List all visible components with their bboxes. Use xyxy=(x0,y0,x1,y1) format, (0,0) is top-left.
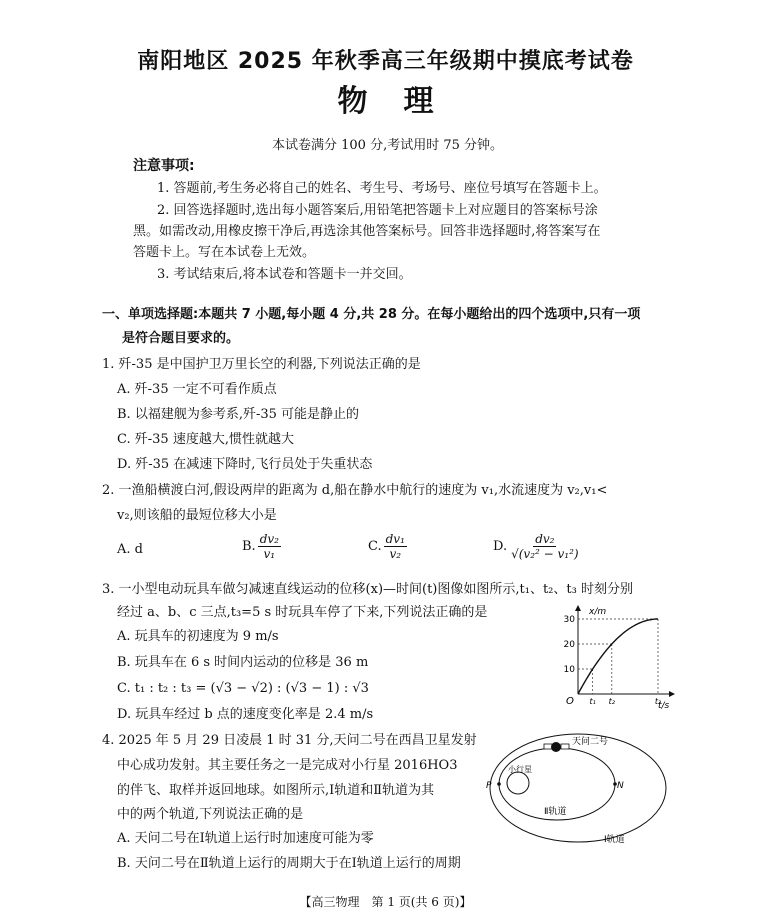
orbit-1-label: Ⅰ轨道 xyxy=(604,835,625,845)
orbit-2-label: Ⅱ轨道 xyxy=(544,807,567,817)
q2-option-b-denominator: v₁ xyxy=(263,547,276,561)
exam-title: 南阳地区 2025 年秋季高三年级期中摸底考试卷 xyxy=(137,49,634,74)
y-tick-20: 20 xyxy=(563,640,575,650)
q2-option-b-fraction xyxy=(258,532,281,561)
note-3: 3. 考试结束后,将本试卷和答题卡一并交回。 xyxy=(157,267,412,282)
q2-option-d xyxy=(493,532,581,561)
subject-title: 物理 xyxy=(337,84,470,119)
y-axis-label: x/m xyxy=(589,607,607,617)
y-tick-30: 30 xyxy=(563,615,575,625)
q3-option-a: A. 玩具车的初速度为 9 m/s xyxy=(117,629,279,644)
section-heading: 一、单项选择题:本题共 7 小题,每小题 4 分,共 28 分。在每小题给出的四个选项中,只有一项 xyxy=(102,307,641,322)
note-1: 1. 答题前,考生务必将自己的姓名、考生号、考场号、座位号填写在答题卡上。 xyxy=(157,181,607,196)
xt-curve xyxy=(578,619,658,694)
orbit-diagram xyxy=(486,728,670,852)
q3-option-c: C. t₁ : t₂ : t₃ = (√3 − √2) : (√3 − 1) : √3 xyxy=(117,681,369,696)
point-p-label: P xyxy=(486,781,492,791)
q1-option-d: D. 歼-35 在减速下降时,飞行员处于失重状态 xyxy=(117,457,373,472)
x-tick-t1: t₁ xyxy=(589,697,596,706)
x-tick-t3: t₃ xyxy=(654,697,662,706)
section-heading-cont: 是符合题目要求的。 xyxy=(122,331,240,346)
q2-option-c-denominator: v₂ xyxy=(389,547,402,561)
probe-label: 天问二号 xyxy=(572,737,609,747)
q4-option-b: B. 天问二号在Ⅱ轨道上运行的周期大于在Ⅰ轨道上运行的周期 xyxy=(117,856,461,871)
reference-lines xyxy=(578,619,658,694)
q1-option-a: A. 歼-35 一定不可看作质点 xyxy=(117,382,277,397)
q4-option-a: A. 天问二号在Ⅰ轨道上运行时加速度可能为零 xyxy=(117,831,374,846)
q4-stem-cont-2: 的伴飞、取样并返回地球。如图所示,Ⅰ轨道和Ⅱ轨道为其 xyxy=(117,783,435,798)
q4-stem-cont-1: 中心成功发射。其主要任务之一是完成对小行星 2016HO3 xyxy=(117,758,458,773)
point-p-marker xyxy=(497,782,501,786)
q2-option-d-numerator: dv₂ xyxy=(535,532,555,546)
x-tick-t2: t₂ xyxy=(608,697,615,706)
q2-option-d-denominator: √(v₂² − v₁²) xyxy=(511,547,579,561)
q3-option-b: B. 玩具车在 6 s 时间内运动的位移是 36 m xyxy=(117,655,369,670)
point-n-label: N xyxy=(617,781,624,791)
origin-label: O xyxy=(566,696,574,707)
note-2-cont: 黑。如需改动,用橡皮擦干净后,再选涂其他答案标号。回答非选择题时,将答案写在 xyxy=(133,224,601,239)
q3-stem: 3. 一小型电动玩具车做匀减速直线运动的位移(x)—时间(t)图像如图所示,t₁、t₂、t₃ 时刻分别 xyxy=(102,582,633,597)
q1-option-c: C. 歼-35 速度越大,惯性就越大 xyxy=(117,432,294,447)
note-2: 2. 回答选择题时,选出每小题答案后,用铅笔把答题卡上对应题目的答案标号涂 xyxy=(157,203,598,218)
q2-option-b-label: B. xyxy=(242,539,256,554)
probe-icon xyxy=(544,742,569,752)
score-line: 本试卷满分 100 分,考试用时 75 分钟。 xyxy=(272,138,504,153)
q2-option-d-fraction xyxy=(509,532,581,561)
q2-option-c-fraction xyxy=(384,532,407,561)
q4-stem: 4. 2025 年 5 月 29 日凌晨 1 时 31 分,天问二号在西昌卫星发射 xyxy=(102,733,477,748)
page-footer: 【高三物理 第 1 页(共 6 页)】 xyxy=(299,895,472,909)
q2-option-c-label: C. xyxy=(368,539,382,554)
q2-option-c-numerator: dv₁ xyxy=(385,532,405,546)
notice-title: 注意事项: xyxy=(133,158,195,174)
q2-option-b-numerator: dv₂ xyxy=(259,532,279,546)
q2-stem: 2. 一渔船横渡白河,假设两岸的距离为 d,船在静水中航行的速度为 v₁,水流速度为 v₂,v₁< xyxy=(102,483,608,498)
q1-stem: 1. 歼-35 是中国护卫万里长空的利器,下列说法正确的是 xyxy=(102,357,421,372)
note-2-end: 答题卡上。写在本试卷上无效。 xyxy=(133,245,316,260)
q2-option-c xyxy=(368,532,407,561)
y-tick-10: 10 xyxy=(563,665,575,675)
x-axis-label: t/s xyxy=(658,701,670,710)
asteroid xyxy=(507,772,529,794)
q2-option-b xyxy=(242,532,281,561)
xt-graph xyxy=(560,600,680,710)
q2-stem-cont: v₂,则该船的最短位移大小是 xyxy=(117,508,277,523)
q2-option-a: A. d xyxy=(117,542,143,557)
q1-option-b: B. 以福建舰为参考系,歼-35 可能是静止的 xyxy=(117,407,360,422)
q2-option-d-label: D. xyxy=(493,539,508,554)
q3-stem-cont: 经过 a、b、c 三点,t₃=5 s 时玩具车停了下来,下列说法正确的是 xyxy=(117,605,488,620)
asteroid-label: 小行星 xyxy=(508,765,532,774)
q4-stem-cont-3: 中的两个轨道,下列说法正确的是 xyxy=(117,807,304,822)
q3-option-d: D. 玩具车经过 b 点的速度变化率是 2.4 m/s xyxy=(117,707,374,722)
